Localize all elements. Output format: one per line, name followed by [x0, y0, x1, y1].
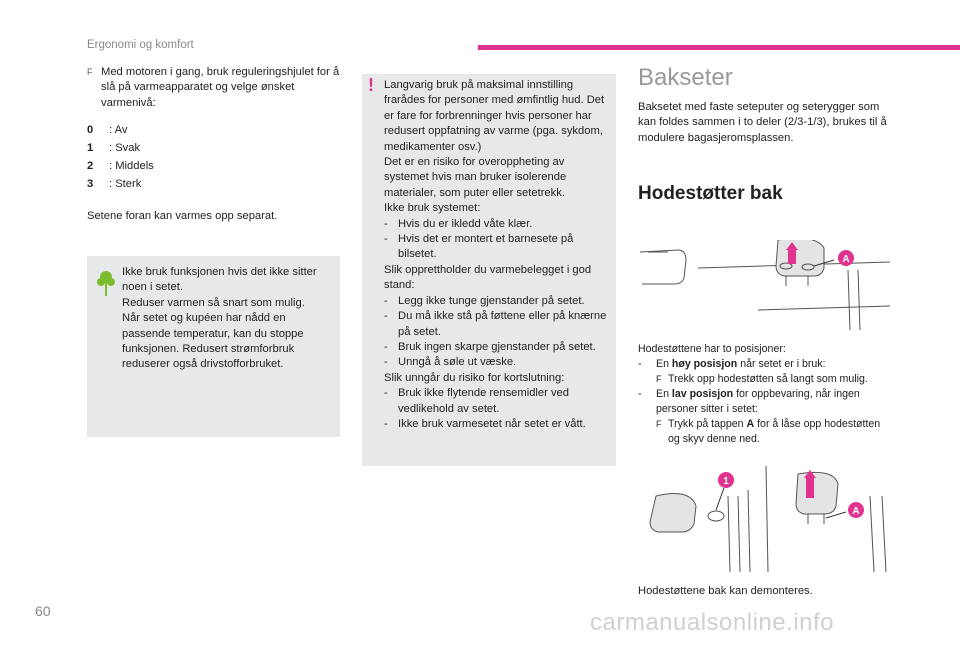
check-marker-icon: F [656, 374, 662, 384]
bullet-instruction [87, 65, 342, 111]
section-title-bakseter: Bakseter [638, 64, 733, 91]
watermark: carmanualsonline.info [590, 609, 834, 636]
headrest-figure-raise [638, 240, 890, 330]
check-marker-icon: F [656, 419, 662, 429]
separate-heating-note: Setene foran kan varmes opp separat. [87, 210, 278, 223]
check-marker-icon: F [87, 67, 93, 77]
bullet-text: Med motoren i gang, bruk reguleringshjulet for å slå på varmeapparatet og velge ønsket varmenivå: [101, 66, 340, 109]
header-accent-bar [478, 45, 960, 50]
eco-tip-text: Ikke bruk funksjonen hvis det ikke sitter noen i setet. Reduser varmen så snart som mulig. Når setet og kupéen har nådd en passende temperatur, kan du stoppe funksjonen. Redusert strømforbruk reduserer også drivstofforbruket. [122, 266, 317, 371]
eco-tip-box [87, 256, 340, 437]
level-item: 0 : Av [87, 124, 128, 137]
svg-text:A: A [852, 506, 860, 517]
level-item: 3 : Sterk [87, 178, 142, 191]
svg-text:1: 1 [723, 476, 729, 487]
subsection-title-headrests: Hodestøtter bak [638, 183, 783, 204]
column-seat-heating [87, 65, 342, 225]
eco-leaf-icon [97, 270, 115, 298]
svg-text:A: A [842, 254, 850, 265]
headrest-figure-remove [638, 466, 890, 572]
heat-levels-list [87, 123, 342, 195]
page-number: 60 [35, 603, 51, 619]
warning-text: Langvarig bruk på maksimal innstilling frarådes for personer med ømfintlig hud. Det er fare for forbrenninger hvis personer har redusert oppfatning av varme (pga. sykdom, medikamenter osv.) Det er en risiko for overoppheting av systemet hvis man bruker isolerende materialer, som puter eller setetrekk. Ikke bruk systemet: - Hvis du er ikledd våte klær. - Hvis det er montert et barnesete på bilsetet. Slik opprettholder du varmebelegget i god stand: - Legg ikke tunge gjenstander på setet. - Du må ikke stå på føttene eller på knærne på setet. - Bruk ingen skarpe gjenstander på setet. - Unngå å søle ut væske. Slik unngår du risiko for kortslutning: - Bruk ikke flytende rensemidler ved vedlikehold av setet. - Ikke bruk varmesetet når setet er vått. [384, 79, 607, 430]
level-item: 1 : Svak [87, 142, 141, 155]
warning-box [362, 74, 616, 466]
bakseter-intro: Baksetet med faste seteputer og seterygger som kan foldes sammen i to deler (2/3-1/3), brukes til å modulere bagasjeromsplassen. [638, 101, 887, 144]
removable-headrests-note: Hodestøttene bak kan demonteres. [638, 585, 813, 597]
headrest-positions-text: Hodestøttene har to posisjoner: - En høy posisjon når setet er i bruk: F Trekk opp hodestøtten så langt som mulig. - En lav posisjon for oppbevaring, når ingen personer sitter i setet: F Trykk på tappen A for å låse opp hodestøtten og skyv denne ned. [638, 343, 881, 445]
warning-exclamation-icon: ! [368, 75, 374, 95]
level-item: 2 : Middels [87, 160, 154, 173]
section-header: Ergonomi og komfort [87, 39, 194, 51]
